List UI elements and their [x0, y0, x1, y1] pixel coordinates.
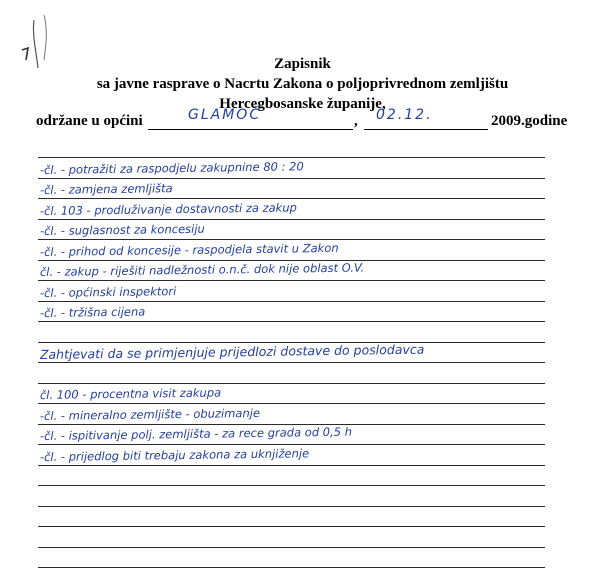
ruled-line [38, 465, 545, 466]
ruled-line [38, 321, 545, 322]
handwritten-note: -čl. - suglasnost za koncesiju [39, 221, 205, 238]
ruled-line [38, 526, 545, 527]
handwritten-note: -čl. 103 - prodluživanje dostavnosti za zakup [39, 199, 297, 218]
document-subtitle: sa javne rasprave o Nacrtu Zakona o poljoprivrednom zemljištu [96, 76, 509, 92]
ruled-line [38, 362, 545, 363]
place-label: održane u općini [36, 113, 143, 129]
handwritten-note: -čl. - ispitivanje polj. zemljišta - za rece grada od 0,5 h [39, 424, 353, 443]
handwritten-note: -čl. - prihod od koncesije - raspodjela stavit u Zakon [39, 240, 339, 259]
place-value: GLAMOČ [188, 107, 262, 123]
handwritten-note: čl. - zakup - riješiti nadležnosti o.n.č. dok nije oblast O.V. [39, 260, 365, 279]
handwritten-note: -čl. - općinski inspektori [39, 283, 177, 300]
comma-separator: , [354, 113, 358, 129]
ruled-line [38, 506, 545, 507]
date-value: 02.12. [376, 107, 433, 123]
county-name: Hercegbosanske županije, [219, 96, 386, 112]
handwritten-note: -čl. - zamjena zemljišta [39, 181, 173, 197]
handwritten-note: -čl. - prijedlog biti trebaju zakona za uknjiženje [39, 445, 310, 464]
handwritten-note: -čl. - potražiti za raspodjelu zakupnine 80 : 20 [39, 158, 304, 177]
handwritten-note: -čl. - tržišna cijena [39, 304, 146, 320]
handwritten-note: Zahtjevati da se primjenjuje prijedlozi dostave do poslodavca [39, 341, 425, 362]
ruled-line [38, 547, 545, 548]
handwritten-note: čl. 100 - procentna visit zakupa [39, 385, 222, 402]
year-suffix: 2009.godine [491, 113, 568, 129]
handwritten-note: -čl. - mineralno zemljište - obuzimanje [39, 405, 261, 423]
place-date-row [36, 107, 576, 133]
page-title: Zapisnik [274, 56, 331, 72]
ruled-line [38, 485, 545, 486]
ruled-line [38, 567, 545, 568]
